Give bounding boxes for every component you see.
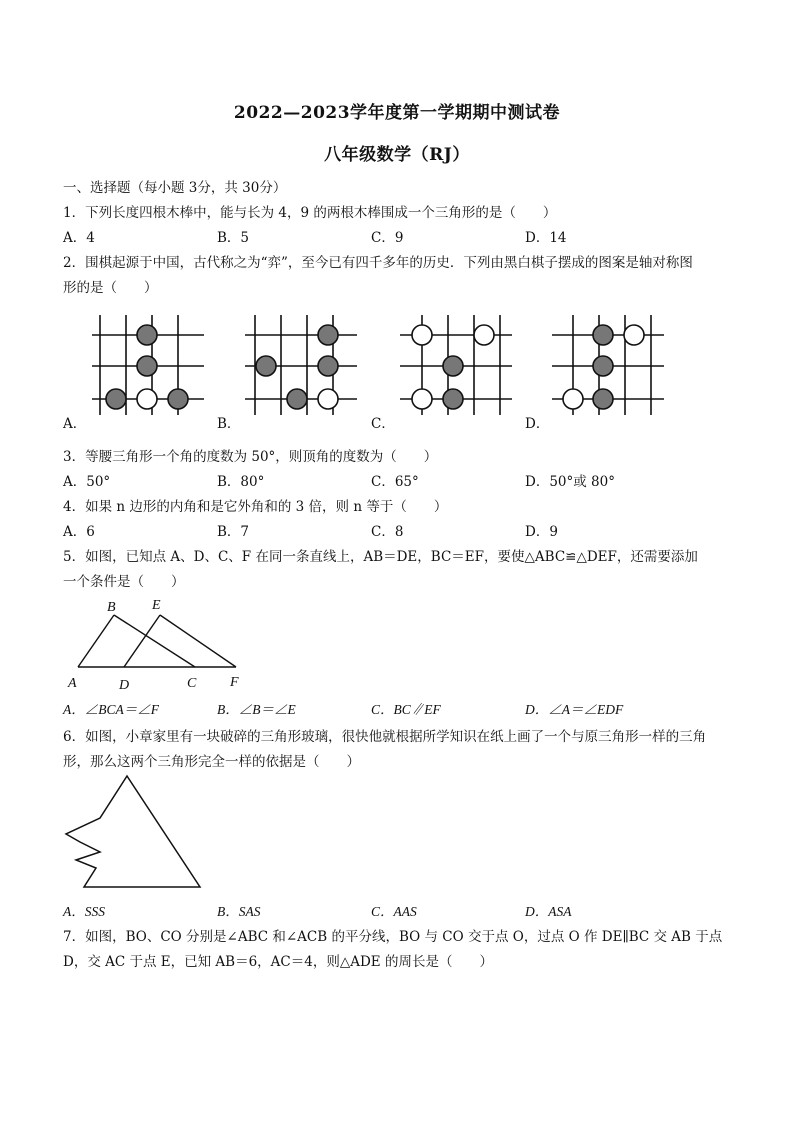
- q7-stem-line1: 7．如图，BO、CO 分别是∠ABC 和∠ACB 的平分线，BO 与 CO 交于点 O，过点 O 作 DE∥BC 交 AB 于点: [63, 929, 723, 945]
- q5-option-c: C．BC∥EF: [371, 702, 441, 717]
- q3-option-b: B．80°: [217, 474, 265, 490]
- q5-label-f: F: [230, 675, 239, 690]
- q1-option-a: A．4: [63, 230, 95, 246]
- q1-stem: 1．下列长度四根木棒中，能与长为 4，9 的两根木棒围成一个三角形的是（ ）: [63, 205, 557, 221]
- q4-option-a: A．6: [63, 524, 95, 540]
- q5-option-d: D．∠A＝∠EDF: [525, 702, 624, 717]
- q6-stem-line1: 6．如图，小章家里有一块破碎的三角形玻璃，很快他就根据所学知识在纸上画了一个与原三角形一样的三角: [63, 729, 707, 745]
- q3-stem: 3．等腰三角形一个角的度数为 50°，则顶角的度数为（ ）: [63, 449, 438, 465]
- section-heading: 一、选择题（每小题 3分，共 30分）: [63, 180, 287, 196]
- q1-option-d: D．14: [525, 230, 567, 246]
- q1-option-c: C．9: [371, 230, 404, 246]
- q3-option-d: D．50°或 80°: [525, 474, 615, 490]
- q6-stem-line2: 形，那么这两个三角形完全一样的依据是（ ）: [63, 754, 360, 770]
- q2-label-a: A．: [63, 416, 87, 432]
- q6-option-a: A．SSS: [63, 904, 105, 919]
- q5-label-d: D: [119, 678, 130, 693]
- q4-option-c: C．8: [371, 524, 404, 540]
- q2-stem-line1: 2．围棋起源于中国，古代称之为“弈”，至今已有四千多年的历史．下列由黑白棋子摆成的图案是轴对称图: [63, 255, 693, 271]
- q2-label-b: B．: [217, 416, 241, 432]
- q7-stem-line2: D，交 AC 于点 E，已知 AB＝6，AC＝4，则△ADE 的周长是（ ）: [63, 954, 493, 970]
- q3-option-a: A．50°: [63, 474, 111, 490]
- q5-triangle-figure: [60, 594, 260, 694]
- q5-label-b: B: [107, 600, 116, 615]
- q4-option-d: D．9: [525, 524, 558, 540]
- q6-broken-glass-figure: [60, 772, 210, 892]
- q6-option-d: D．ASA: [525, 904, 572, 919]
- q5-label-a: A: [68, 676, 77, 691]
- q6-option-b: B．SAS: [217, 904, 261, 919]
- q3-option-c: C．65°: [371, 474, 419, 490]
- q2-label-d: D．: [525, 416, 550, 432]
- exam-title: 2022—2023学年度第一学期期中测试卷: [233, 103, 561, 123]
- q5-option-a: A．∠BCA＝∠F: [63, 702, 159, 717]
- q4-option-b: B．7: [217, 524, 250, 540]
- q4-stem: 4．如果 n 边形的内角和是它外角和的 3 倍，则 n 等于（ ）: [63, 499, 448, 515]
- q2-stem-line2: 形的是（ ）: [63, 280, 158, 296]
- q5-label-e: E: [152, 598, 161, 613]
- q1-option-b: B．5: [217, 230, 250, 246]
- exam-subtitle: 八年级数学（RJ）: [324, 145, 470, 165]
- q5-stem-line1: 5．如图，已知点 A、D、C、F 在同一条直线上，AB＝DE，BC＝EF，要使△ABC≌△DEF，还需要添加: [63, 549, 698, 565]
- q2-go-boards: [60, 305, 680, 415]
- q6-option-c: C．AAS: [371, 904, 417, 919]
- q5-option-b: B．∠B＝∠E: [217, 702, 296, 717]
- q2-label-c: C．: [371, 416, 395, 432]
- q5-stem-line2: 一个条件是（ ）: [63, 574, 185, 590]
- q5-label-c: C: [187, 676, 197, 691]
